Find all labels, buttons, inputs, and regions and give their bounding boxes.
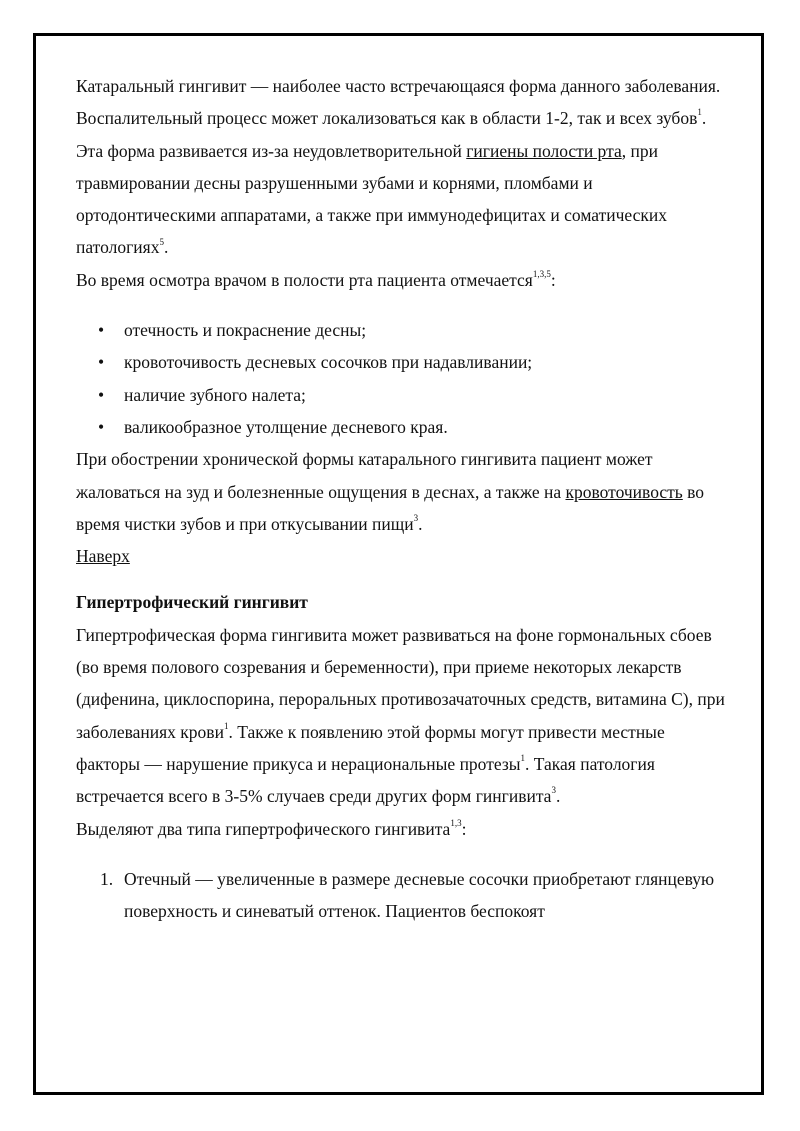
paragraph-text: Во время осмотра врачом в полости рта пациента отмечается (76, 269, 533, 290)
footnote-ref[interactable]: 1,3,5 (532, 268, 551, 279)
footnote-ref[interactable]: 3 (413, 513, 419, 524)
footnote-ref[interactable]: 1 (520, 753, 525, 764)
paragraph-text: во время чистки зубов и при откусывании пищи (76, 481, 705, 534)
footnote-ref[interactable]: 1 (697, 107, 702, 118)
paragraph-text: Эта форма развивается из-за неудовлетворительной (76, 140, 467, 161)
paragraph-catarrhal-causes (76, 135, 726, 264)
list-item-text: наличие зубного налета; (124, 384, 306, 405)
footnote-ref[interactable]: 1,3 (450, 817, 462, 828)
back-to-top (76, 540, 726, 572)
paragraph-end: . (555, 786, 561, 807)
footnote-ref[interactable]: 5 (159, 236, 164, 247)
paragraph-catarrhal-intro (76, 70, 726, 135)
paragraph-types (76, 813, 726, 845)
paragraph-hypertrophic-causes (76, 619, 726, 813)
footnote-ref[interactable]: 3 (551, 785, 556, 796)
paragraph-end: . (163, 237, 169, 258)
paragraph-end: : (550, 269, 556, 290)
list-item (76, 379, 726, 411)
list-item (76, 411, 726, 443)
paragraph-text: Гипертрофическая форма гингивита может развиваться на фоне гормональных сбоев (во время полового созревания и беременности), при приеме некоторых лекарств (дифенина, циклоспорина, пероральных противозачаточных средств, витамина С), при заболеваниях крови (76, 624, 725, 742)
list-item (76, 346, 726, 378)
paragraph-text: . Также к появлению этой формы могут привести местные факторы — нарушение прикуса и нерациональные протезы (76, 721, 665, 774)
list-number: 1. (100, 868, 114, 889)
bleeding-link[interactable]: кровоточивость (565, 481, 683, 502)
paragraph-text: Катаральный гингивит — наиболее часто встречающаяся форма данного заболевания. Воспалительный процесс может локализоваться как в области 1-2, так и всех зубов (76, 76, 721, 129)
paragraph-end: . (701, 108, 707, 129)
list-item (76, 314, 726, 346)
paragraph-text: Выделяют два типа гипертрофического гингивита (76, 818, 451, 839)
paragraph-text: , при травмировании десны разрушенными зубами и корнями, пломбами и ортодонтическими аппаратами, а также при иммунодефицитах и соматических патологиях (76, 140, 668, 258)
types-list (76, 863, 726, 928)
section-spacer (76, 572, 726, 586)
bullet-icon: • (98, 384, 105, 405)
section-heading: Гипертрофический гингивит (76, 592, 308, 613)
document-body (76, 70, 726, 927)
footnote-ref[interactable]: 1 (223, 720, 229, 731)
paragraph-exacerbation (76, 443, 726, 540)
paragraph-end: : (461, 818, 467, 839)
oral-hygiene-link[interactable]: гигиены полости рта (466, 140, 622, 161)
list-item-text: валикообразное утолщение десневого края. (124, 416, 448, 437)
paragraph-examination (76, 264, 726, 296)
bullet-icon: • (98, 352, 105, 373)
paragraph-text: . Такая патология встречается всего в 3-5% случаев среди других форм гингивита (76, 753, 655, 807)
bullet-icon: • (98, 320, 105, 341)
list-item-text: кровоточивость десневых сосочков при надавливании; (124, 352, 533, 373)
symptoms-list (76, 314, 726, 443)
list-item (76, 863, 726, 928)
back-to-top-link[interactable]: Наверх (76, 546, 130, 567)
list-item-text: Отечный — увеличенные в размере десневые сосочки приобретают глянцевую поверхность и синеватый оттенок. Пациентов беспокоят (124, 868, 715, 922)
list-item-text: отечность и покраснение десны; (124, 320, 367, 341)
paragraph-text: При обострении хронической формы катарального гингивита пациент может жаловаться на зуд и болезненные ощущения в деснах, а также на (76, 449, 653, 502)
paragraph-end: . (418, 513, 423, 534)
bullet-icon: • (98, 416, 105, 437)
